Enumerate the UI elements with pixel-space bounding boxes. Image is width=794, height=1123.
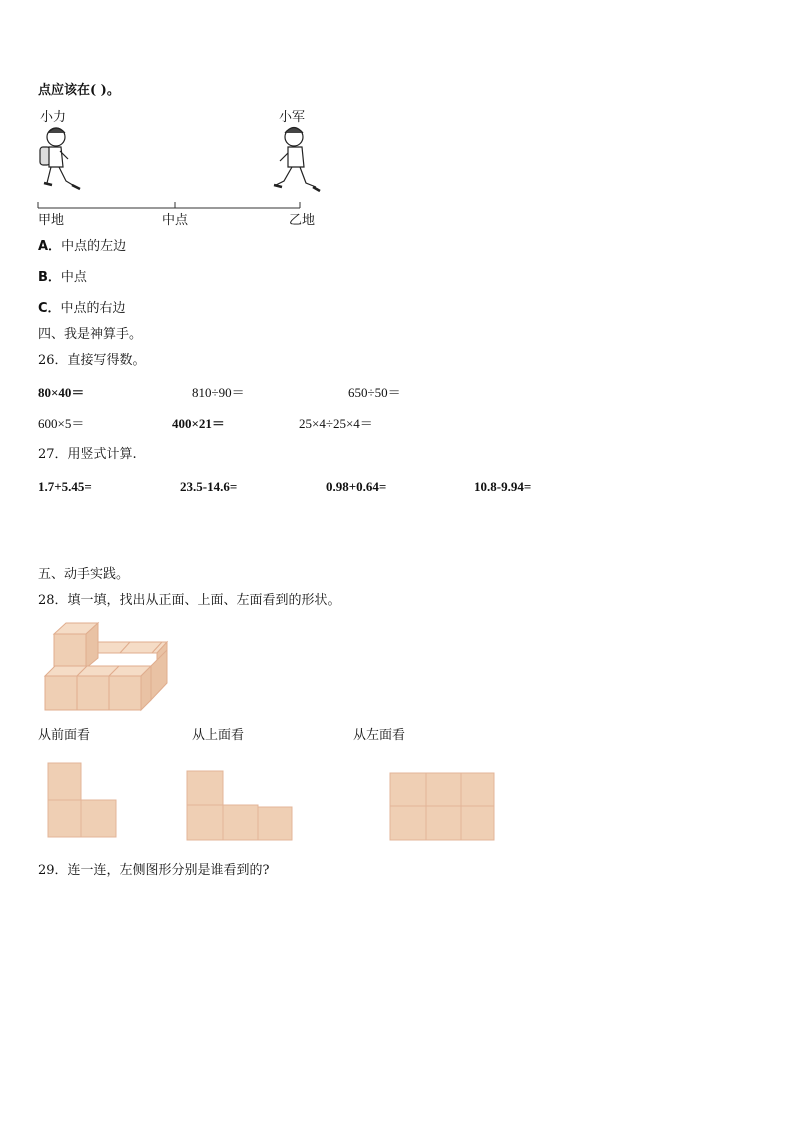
option-c-letter: C． [38, 301, 61, 316]
q26-item: 25×4÷25×4＝ [299, 416, 373, 431]
option-c-text: 中点的右边 [60, 301, 126, 316]
walking-figures-diagram [30, 125, 330, 215]
question-tail: 点应该在( )。 [38, 83, 120, 98]
q26-item: 650÷50＝ [348, 385, 401, 400]
option-b-text: 中点 [60, 270, 87, 285]
q26-title: 26．直接写得数。 [38, 353, 146, 368]
q27-item: 23.5-14.6= [180, 479, 238, 494]
view-top-label: 从上面看 [192, 728, 245, 743]
q27-item: 1.7+5.45= [38, 479, 92, 494]
point-b-label: 乙地 [289, 213, 316, 228]
left-view-shape [389, 772, 499, 842]
option-a [38, 239, 126, 255]
q27-item: 0.98+0.64= [326, 479, 387, 494]
q28-title: 28．填一填，找出从正面、上面、左面看到的形状。 [38, 593, 341, 608]
point-a-label: 甲地 [38, 213, 65, 228]
person-left-label: 小力 [40, 110, 67, 125]
boy-right-illustration [274, 128, 320, 192]
section5-heading: 五、动手实践。 [38, 567, 130, 582]
q27-title: 27．用竖式计算. [38, 447, 137, 462]
boy-left-illustration [40, 128, 80, 189]
view-left-label: 从左面看 [353, 728, 406, 743]
cube-arrangement-illustration [40, 620, 175, 715]
person-right-label: 小军 [279, 110, 306, 125]
option-c [38, 301, 126, 317]
option-b-letter: B． [38, 270, 61, 285]
top-view-shape [185, 769, 295, 843]
section4-heading: 四、我是神算手。 [38, 327, 143, 342]
option-b [38, 270, 87, 286]
q27-item: 10.8-9.94= [474, 479, 532, 494]
front-view-shape [46, 761, 120, 841]
q26-item: 600×5＝ [38, 416, 85, 431]
q29-title: 29．连一连，左侧图形分别是谁看到的? [38, 863, 270, 878]
view-front-label: 从前面看 [38, 728, 91, 743]
q26-item: 80×40＝ [38, 385, 85, 400]
q26-item: 400×21＝ [172, 416, 225, 431]
q26-item: 810÷90＝ [192, 385, 245, 400]
option-a-text: 中点的左边 [61, 239, 127, 254]
point-mid-label: 中点 [162, 213, 189, 228]
option-a-letter: A． [38, 239, 62, 254]
